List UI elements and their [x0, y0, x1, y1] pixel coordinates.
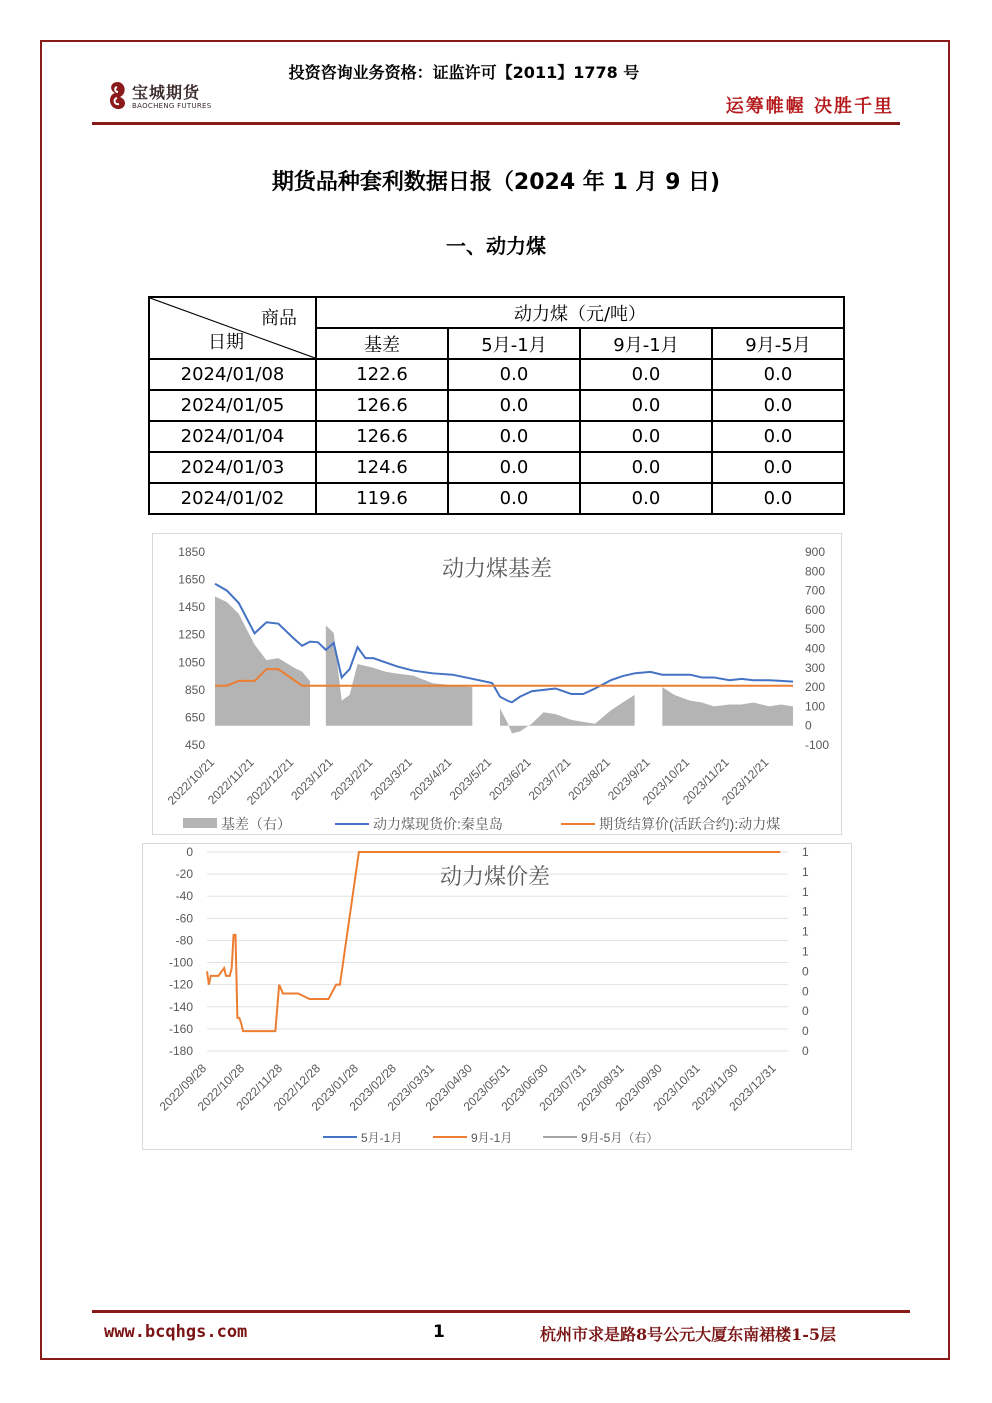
chart-title: 动力煤基差	[441, 556, 553, 581]
y-tick-label-right: 0	[802, 964, 809, 979]
y-tick-label-right: 1	[802, 845, 809, 859]
logo-name-cn: 宝城期货	[132, 83, 201, 102]
value-cell: 0.0	[580, 359, 712, 390]
corner-goods-label: 商品	[261, 308, 297, 329]
section-heading: 一、动力煤	[446, 234, 546, 258]
value-cell: 0.0	[712, 452, 844, 483]
value-cell: 119.6	[316, 483, 448, 514]
y-tick-label-right: -100	[805, 738, 830, 752]
basis-area	[662, 687, 793, 726]
value-cell: 0.0	[448, 421, 580, 452]
x-tick-label: 2022/11/28	[233, 1061, 286, 1113]
legend-label: 动力煤现货价:秦皇岛	[373, 816, 503, 832]
y-tick-label-left: 1450	[178, 600, 205, 615]
website-link[interactable]: www.bcqhgs.com	[104, 1322, 248, 1342]
column-header: 9月-5月	[712, 328, 844, 359]
y-tick-label-right: 0	[802, 1024, 809, 1039]
license-text: 投资咨询业务资格：证监许可【2011】1778 号	[288, 63, 640, 82]
legend-swatch	[183, 818, 217, 828]
table-corner-cell	[149, 297, 316, 359]
x-tick-label: 2023/06/30	[498, 1061, 551, 1114]
value-cell: 122.6	[316, 359, 448, 390]
legend-label: 5月-1月	[361, 1131, 403, 1145]
x-tick-label: 2023/02/28	[346, 1061, 399, 1114]
x-tick-label: 2023/04/30	[422, 1061, 475, 1114]
x-tick-label: 2023/09/30	[612, 1061, 665, 1114]
value-cell: 0.0	[580, 452, 712, 483]
y-tick-label-left: 0	[186, 845, 193, 859]
y-tick-label-right: 0	[802, 984, 809, 999]
y-tick-label-left: -80	[175, 933, 193, 948]
y-tick-label-left: -40	[175, 889, 193, 904]
table-row	[149, 359, 844, 390]
page-number: 1	[433, 1322, 445, 1342]
y-tick-label-right: 200	[805, 680, 826, 695]
x-tick-label: 2023/7/21	[525, 755, 574, 803]
x-tick-label: 2023/10/31	[650, 1061, 703, 1114]
table-row	[149, 421, 844, 452]
y-tick-label-left: 1650	[178, 572, 205, 587]
y-tick-label-left: 450	[184, 738, 205, 752]
y-tick-label-right: 1	[802, 924, 809, 939]
logo-mark-icon	[106, 80, 130, 112]
x-tick-label: 2023/1/21	[288, 755, 336, 803]
x-tick-label: 2023/2/21	[327, 755, 376, 803]
x-tick-label: 2023/8/21	[565, 755, 614, 803]
header-divider	[92, 122, 900, 125]
value-cell: 0.0	[448, 452, 580, 483]
y-tick-label-left: -100	[168, 955, 193, 970]
y-tick-label-right: 1	[802, 904, 809, 919]
x-tick-label: 2023/08/31	[574, 1061, 627, 1114]
y-tick-label-left: 650	[184, 710, 205, 725]
y-tick-label-left: 1050	[178, 655, 205, 670]
basis-area	[215, 596, 310, 725]
value-cell: 126.6	[316, 390, 448, 421]
y-tick-label-left: -180	[168, 1044, 193, 1058]
x-tick-label: 2023/07/31	[536, 1061, 589, 1114]
x-tick-label: 2022/11/21	[204, 755, 257, 807]
value-cell: 124.6	[316, 452, 448, 483]
y-tick-label-right: 800	[805, 564, 826, 579]
footer-divider	[92, 1310, 910, 1313]
x-tick-label: 2023/12/31	[726, 1061, 779, 1114]
group-header: 动力煤（元/吨）	[316, 297, 844, 328]
date-cell: 2024/01/03	[149, 452, 316, 483]
legend-label: 9月-1月	[471, 1131, 513, 1145]
y-tick-label-right: 900	[805, 545, 826, 559]
date-cell: 2024/01/08	[149, 359, 316, 390]
y-tick-label-left: -160	[168, 1021, 193, 1036]
y-tick-label-right: 100	[805, 699, 826, 714]
x-tick-label: 2022/12/28	[270, 1061, 324, 1114]
x-tick-label: 2022/12/21	[243, 755, 297, 808]
logo-name-en: BAOCHENG FUTURES	[132, 102, 212, 110]
x-tick-label: 2023/5/21	[446, 755, 495, 803]
company-logo	[106, 80, 236, 116]
legend-label: 基差（右）	[221, 816, 291, 832]
x-tick-label: 2023/4/21	[407, 755, 455, 803]
y-tick-label-left: 1850	[178, 545, 205, 559]
y-tick-label-right: 600	[805, 602, 826, 617]
legend-label: 期货结算价(活跃合约):动力煤	[599, 816, 781, 832]
y-tick-label-right: 500	[805, 622, 826, 637]
x-tick-label: 2023/3/21	[367, 755, 416, 803]
table-row	[149, 452, 844, 483]
y-tick-label-right: 0	[802, 1044, 809, 1058]
y-tick-label-right: 1	[802, 864, 809, 879]
y-tick-label-left: -140	[168, 999, 193, 1014]
table-row	[149, 483, 844, 514]
y-tick-label-right: 300	[805, 660, 826, 675]
y-tick-label-right: 0	[802, 1004, 809, 1019]
x-tick-label: 2023/11/21	[680, 755, 732, 807]
value-cell: 0.0	[712, 390, 844, 421]
y-tick-label-right: 1	[802, 944, 809, 959]
x-tick-label: 2023/6/21	[486, 755, 534, 803]
date-cell: 2024/01/02	[149, 483, 316, 514]
x-tick-label: 2023/9/21	[604, 755, 653, 803]
spread-table	[148, 296, 845, 515]
chart-title: 动力煤价差	[439, 864, 551, 889]
y-tick-label-left: -120	[168, 977, 193, 992]
x-tick-label: 2023/01/28	[308, 1061, 362, 1114]
y-tick-label-left: -20	[175, 867, 193, 882]
column-header: 5月-1月	[448, 328, 580, 359]
value-cell: 126.6	[316, 421, 448, 452]
x-tick-label: 2023/10/21	[639, 755, 693, 808]
basis-chart-svg	[153, 534, 841, 834]
y-tick-label-left: 1250	[178, 627, 205, 642]
y-tick-label-right: 1	[802, 884, 809, 899]
date-cell: 2024/01/05	[149, 390, 316, 421]
corner-date-label: 日期	[208, 332, 244, 353]
table-row	[149, 390, 844, 421]
value-cell: 0.0	[580, 390, 712, 421]
y-tick-label-right: 400	[805, 641, 826, 656]
value-cell: 0.0	[448, 483, 580, 514]
spread-chart	[142, 843, 852, 1150]
spread-chart-svg	[143, 844, 851, 1149]
basis-area	[500, 695, 635, 734]
x-tick-label: 2023/12/21	[718, 755, 772, 808]
x-tick-label: 2023/11/30	[689, 1061, 741, 1113]
x-tick-label: 2022/10/28	[194, 1061, 248, 1114]
x-tick-label: 2022/10/21	[164, 755, 218, 808]
value-cell: 0.0	[580, 421, 712, 452]
value-cell: 0.0	[448, 359, 580, 390]
x-tick-label: 2022/09/28	[156, 1061, 210, 1114]
value-cell: 0.0	[448, 390, 580, 421]
address-text: 杭州市求是路8号公元大厦东南裙楼1-5层	[540, 1325, 837, 1344]
y-tick-label-left: -60	[175, 911, 193, 926]
y-tick-label-right: 700	[805, 583, 826, 598]
x-tick-label: 2023/03/31	[384, 1061, 437, 1114]
basis-chart	[152, 533, 842, 835]
value-cell: 0.0	[712, 483, 844, 514]
value-cell: 0.0	[580, 483, 712, 514]
slogan: 运筹帷幄 决胜千里	[725, 96, 894, 117]
date-cell: 2024/01/04	[149, 421, 316, 452]
x-tick-label: 2023/05/31	[460, 1061, 513, 1114]
value-cell: 0.0	[712, 421, 844, 452]
column-header: 基差	[316, 328, 448, 359]
legend-label: 9月-5月（右）	[581, 1131, 659, 1145]
column-header: 9月-1月	[580, 328, 712, 359]
value-cell: 0.0	[712, 359, 844, 390]
report-title: 期货品种套利数据日报（2024 年 1 月 9 日)	[271, 170, 721, 195]
y-tick-label-right: 0	[805, 718, 812, 733]
y-tick-label-left: 850	[184, 682, 205, 697]
